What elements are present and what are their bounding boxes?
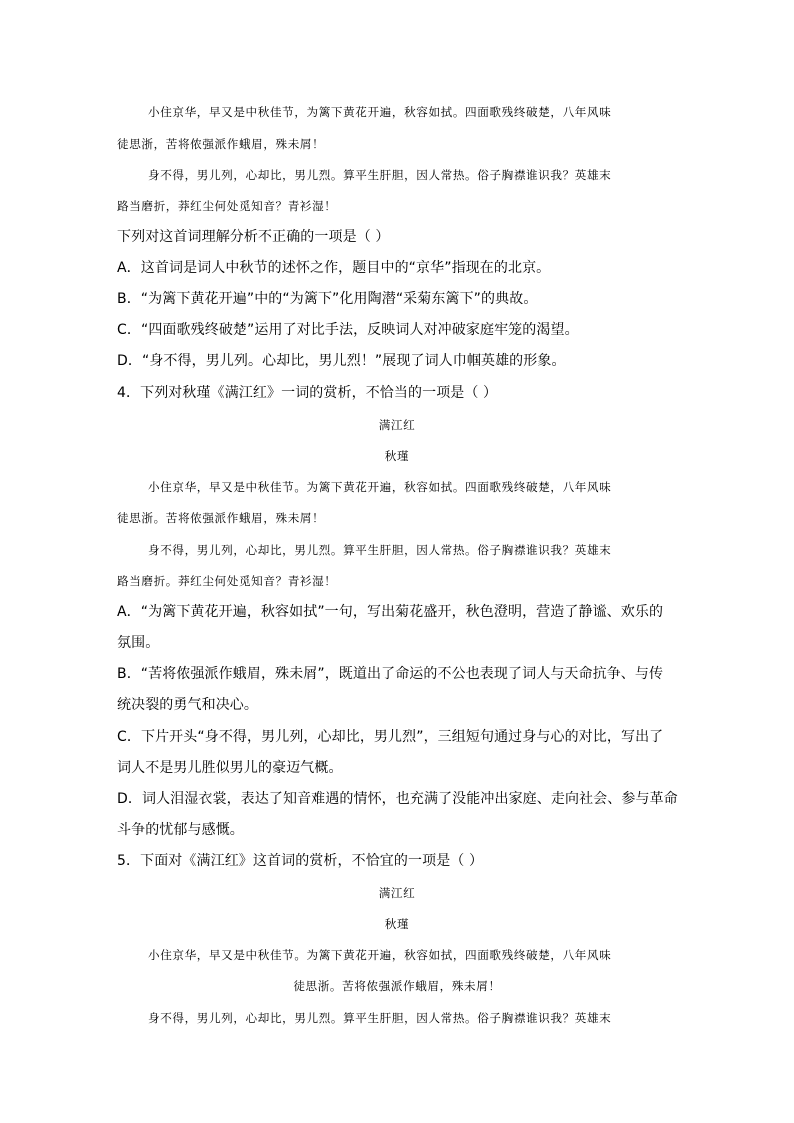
poem-line: 徒思浙。苦将侬强派作蛾眉，殊未屑！ bbox=[293, 979, 501, 993]
poem-line: 徒思浙。苦将侬强派作蛾眉，殊未屑！ bbox=[117, 511, 325, 525]
poem-author: 秋瑾 bbox=[384, 449, 410, 463]
poem-line: 身不得，男儿列，心却比，男儿烈。算平生肝胆，因人常热。俗子胸襟谁识我？英雄末 bbox=[148, 168, 612, 182]
option-a: A．这首词是词人中秋节的述怀之作，题目中的“京华”指现在的北京。 bbox=[117, 260, 551, 276]
option-d-cont: 斗争的忧郁与感慨。 bbox=[117, 822, 244, 838]
question-stem: 下列对这首词理解分析不正确的一项是（ ） bbox=[117, 229, 390, 245]
option-b: B．“为篱下黄花开遍”中的“为篱下”化用陶潜“采菊东篱下”的典故。 bbox=[117, 291, 538, 307]
poem-title: 满江红 bbox=[378, 418, 416, 432]
poem-title: 满江红 bbox=[378, 886, 416, 900]
poem-line: 小住京华，早又是中秋佳节，为篱下黄花开遍，秋容如拭。四面歌残终破楚，八年风味 bbox=[148, 105, 612, 119]
option-c-cont: 词人不是男儿胜似男儿的豪迈气概。 bbox=[117, 760, 343, 776]
poem-line: 身不得，男儿列，心却比，男儿烈。算平生肝胆，因人常热。俗子胸襟谁识我？英雄末 bbox=[148, 1011, 612, 1025]
question-stem: 5．下面对《满江红》这首词的赏析，不恰宜的一项是（ ） bbox=[117, 853, 484, 869]
option-b: B．“苦将侬强派作蛾眉，殊未屑”，既道出了命运的不公也表现了词人与天命抗争、与传 bbox=[117, 666, 664, 682]
poem-line: 路当磨折，莽红尘何处觅知音？青衫湿！ bbox=[117, 199, 337, 213]
poem-author: 秋瑾 bbox=[384, 917, 410, 931]
poem-line: 徒思浙，苦将侬强派作蛾眉，殊未屑！ bbox=[117, 137, 325, 151]
option-a: A．“为篱下黄花开遍，秋容如拭”一句，写出菊花盛开，秋色澄明，营造了静谧、欢乐的 bbox=[117, 604, 664, 620]
poem-line: 小住京华，早又是中秋佳节。为篱下黄花开遍，秋容如拭，四面歌残终破楚，八年风味 bbox=[148, 948, 612, 962]
option-d: D．词人泪湿衣裳，表达了知音难遇的情怀，也充满了没能冲出家庭、走向社会、参与革命 bbox=[117, 791, 678, 807]
option-c: C．下片开头“身不得，男儿列，心却比，男儿烈”，三组短句通过身与心的对比，写出了 bbox=[117, 729, 664, 745]
question-stem: 4．下列对秋瑾《满江红》一词的赏析，不恰当的一项是（ ） bbox=[117, 385, 498, 401]
option-b-cont: 统决裂的勇气和决心。 bbox=[117, 697, 258, 713]
option-d: D．“身不得，男儿列。心却比，男儿烈！”展现了词人巾帼英雄的形象。 bbox=[117, 353, 566, 369]
poem-line: 路当磨折。莽红尘何处觅知音？青衫湿！ bbox=[117, 574, 337, 588]
option-c: C．“四面歌残终破楚”运用了对比手法，反映词人对冲破家庭牢笼的渴望。 bbox=[117, 322, 579, 338]
poem-line: 小住京华，早又是中秋佳节。为篱下黄花开遍，秋容如拭。四面歌残终破楚，八年风味 bbox=[148, 480, 612, 494]
poem-line: 身不得，男儿列，心却比，男儿烈。算平生肝胆，因人常热。俗子胸襟谁识我？英雄末 bbox=[148, 543, 612, 557]
option-a-cont: 氛围。 bbox=[117, 635, 160, 651]
